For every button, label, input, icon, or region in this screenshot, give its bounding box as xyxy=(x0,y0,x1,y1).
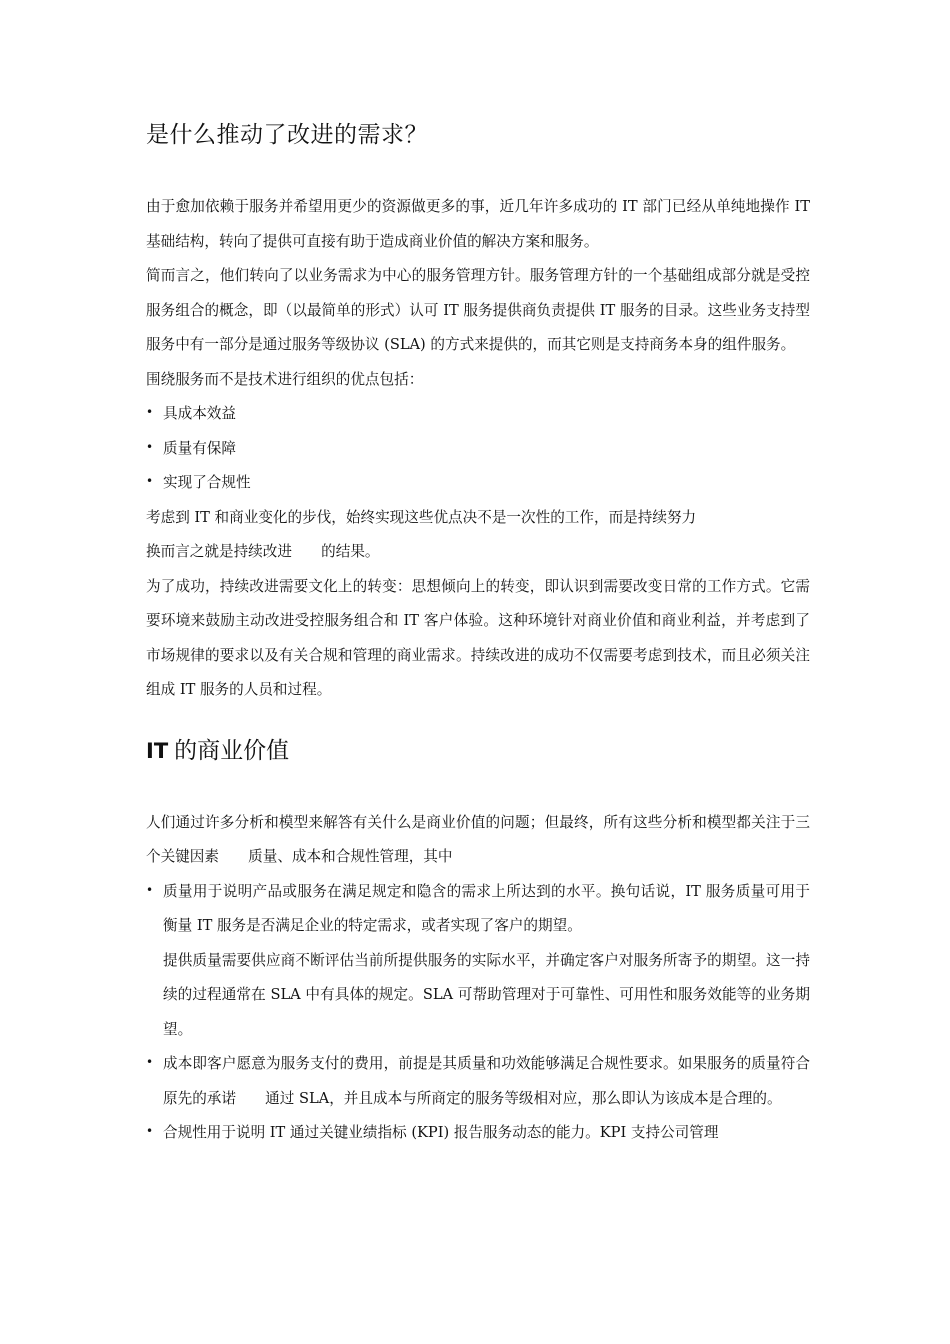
paragraph-continuous-improvement: 换而言之就是持续改进 的结果。 xyxy=(146,543,380,560)
bullet-icon: • xyxy=(146,474,154,488)
section-title-improvement-need: 是什么推动了改进的需求？ xyxy=(146,122,428,148)
paragraph-continuous-effort: 考虑到 IT 和商业变化的步伐，始终实现这些优点决不是一次性的工作，而是持续努力 xyxy=(146,508,697,526)
paragraph-quality-detail: 提供质量需要供应商不断评估当前所提供服务的实际水平，并确定客户对服务所寄予的期望。这一持续的过程通常在 SLA 中有具体的规定。SLA 可帮助管理对于可靠性、可用性和服务效能等的业务期望。 xyxy=(163,951,810,1038)
paragraph-business-value-intro: 人们通过许多分析和模型来解答有关什么是商业价值的问题；但最终，所有这些分析和模型都关注于三个关键因素 质量、成本和合规性管理，其中 xyxy=(146,813,810,865)
paragraph-benefits-lead: 围绕服务而不是技术进行组织的优点包括： xyxy=(146,370,424,388)
document-page xyxy=(146,118,810,1151)
list-item: • 质量有保障 xyxy=(146,432,810,467)
paragraph-service-management: 简而言之，他们转向了以业务需求为中心的服务管理方针。服务管理方针的一个基础组成部分就是受控服务组合的概念，即（以最简单的形式）认可 IT 服务提供商负责提供 IT 服务的目录。这些业务支持型服务中有一部分是通过服务等级协议 (SLA) 的方式来提供的，而其它则是支持商务本身的组件服务。 xyxy=(146,267,810,353)
value-factors-list xyxy=(146,875,810,1151)
section-title-business-value: IT 的商业价值 xyxy=(146,737,290,764)
list-item: • 具成本效益 xyxy=(146,397,810,432)
list-item-compliance: • 合规性用于说明 IT 通过关键业绩指标 (KPI) 报告服务动态的能力。KPI 支持公司管理 xyxy=(146,1116,810,1151)
list-item: • 实现了合规性 xyxy=(146,466,810,501)
paragraph-culture-shift: 为了成功，持续改进需要文化上的转变：思想倾向上的转变，即认识到需要改变日常的工作方式。它需要环境来鼓励主动改进受控服务组合和 IT 客户体验。这种环境针对商业价值和商业利益，并考虑到了市场规律的要求以及有关合规和管理的商业需求。持续改进的成功不仅需要考虑到技术，而且必须关注组成 IT 服务的人员和过程。 xyxy=(146,577,810,698)
bullet-icon: • xyxy=(146,1124,154,1138)
bullet-icon: • xyxy=(146,1055,154,1069)
list-item-quality: • 质量用于说明产品或服务在满足规定和隐含的需求上所达到的水平。换句话说，IT 服务质量可用于衡量 IT 服务是否满足企业的特定需求，或者实现了客户的期望。 提供质量需要供应商不断评估当前所提供服务的实际水平，并确定客户对服务所寄予的期望。这一持续的过程通常在 SLA 中有具体的规定。SLA 可帮助管理对于可靠性、可用性和服务效能等的业务期望。 xyxy=(146,875,810,1048)
bullet-icon: • xyxy=(146,882,154,897)
list-item-cost: • 成本即客户愿意为服务支付的费用，前提是其质量和功效能够满足合规性要求。如果服务的质量符合原先的承诺 通过 SLA，并且成本与所商定的服务等级相对应，那么即认为该成本是合理的。 xyxy=(146,1047,810,1116)
bullet-icon: • xyxy=(146,405,154,419)
paragraph-intro: 由于愈加依赖于服务并希望用更少的资源做更多的事，近几年许多成功的 IT 部门已经从单纯地操作 IT 基础结构，转向了提供可直接有助于造成商业价值的解决方案和服务。 xyxy=(146,198,810,250)
benefits-list xyxy=(146,397,810,501)
bullet-icon: • xyxy=(146,439,154,454)
